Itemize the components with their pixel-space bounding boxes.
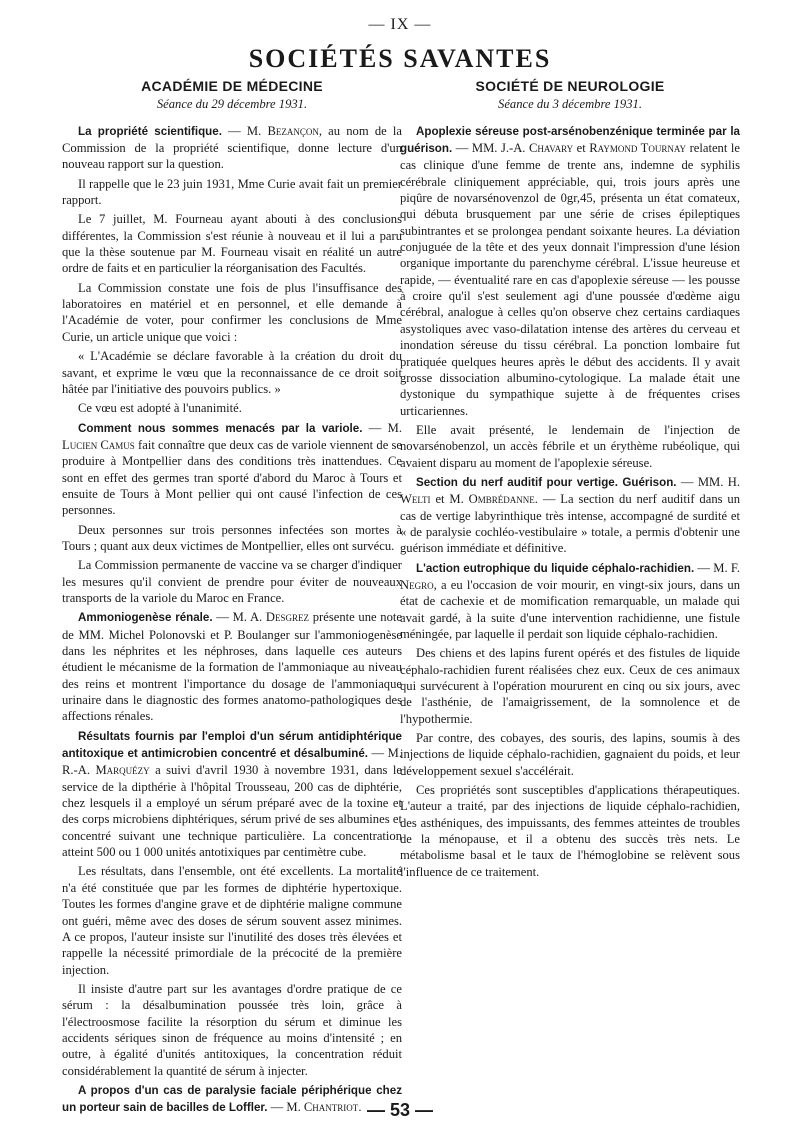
- article-heading: La propriété scientifique.: [78, 124, 222, 138]
- paragraph: « L'Académie se déclare favorable à la création du droit du savant, et exprime le vœu que la reconnaissance de ce droit soit hâtée par l'initiative des pouvoirs publics. »: [62, 349, 402, 396]
- paragraph: [62, 609, 402, 724]
- page-title: SOCIÉTÉS SAVANTES: [248, 44, 552, 73]
- text: relatent le cas clinique d'une femme de trente ans, indemne de syphilis cérébrale cliniquement appréciable, qui, trois jours après une piqûre de novarsénovenzol de 0gr,45, présenta un état comateux, qui débuta brusquement par une série de crises épileptiques subintrantes et se prolongea pendant soixante heures. La déviation conjuguée de la tête et des yeux donnait l'impression d'une lésion organique importante du parenchyme cérébral. L'issue heureuse et rapide, — éventualité rare en cas d'apoplexie séreuse — les pousse à croire qu'il s'est seulement agi d'une poussée d'œdème aigu cérébral, analogue à celles qu'on observe chez certains cardiaques asystoliques avec vaso-dilatation intense des artères du cerveau et inondation séreuse du tissu cérébral. La ponction lombaire fut pratiquée quelques heures après le début des accidents. Il y avait grosse dissociation albumino-cytologique. La malade était une dystonique du sympathique sujette à de fréquentes crises urticariennes.: [400, 141, 740, 418]
- article-heading: Résultats fournis par l'emploi d'un sérum antidiphtérique antitoxique et antimicrobien concentré et désalbuminé.: [62, 729, 402, 761]
- section-title-academie: ACADÉMIE DE MÉDECINE: [141, 78, 323, 94]
- paragraph: [400, 560, 740, 643]
- section-title-neurologie: SOCIÉTÉ DE NEUROLOGIE: [475, 78, 665, 94]
- article-heading: A propos d'un cas de paralysie faciale périphérique chez un porteur sain de bacilles de Loffler.: [62, 1083, 402, 1115]
- text: , au nom de la Commission de la propriété scientifique, donne lecture d'un nouveau rapport sur la question.: [62, 123, 402, 172]
- text: — M. R.-A.: [62, 746, 402, 778]
- article-heading: Apoplexie séreuse post-arsénobenzénique terminée par la guérison.: [400, 124, 740, 156]
- text: , a eu l'occasion de voir mourir, en vingt-six jours, dans un état de cachexie et de momification remarquable, un malade qui avait gardé, à la suite d'une intervention rachidienne, une fistule méningée, par laquelle il perdait son liquide céphalo-rachidien.: [400, 577, 740, 641]
- seance-date-neurologie: Séance du 3 décembre 1931.: [498, 97, 642, 112]
- author-name: Chantriot: [303, 1100, 359, 1115]
- paragraph: Elle avait présenté, le lendemain de l'injection de novarsénobenzol, un accès fébrile et un érythème rubéolique, qui avaient disparu au moment de l'apoplexie séreuse.: [400, 422, 740, 470]
- paragraph: Il rappelle que le 23 juin 1931, Mme Curie avait fait un premier rapport.: [62, 176, 402, 208]
- paragraph: Par contre, des cobayes, des souris, des lapins, soumis à des injections de liquide céphalo-rachidien, gagnaient du poids, et leur développement sexuel s'accélérait.: [400, 731, 740, 778]
- author-name: Lucien Camus: [62, 437, 135, 452]
- text: a suivi d'avril 1930 à novembre 1931, dans le service de la dipthérie à l'hôpital Trousseau, 200 cas de diphtérie, chez lesquels il a employé un sérum préparé avec de la toxine et des corps microbiens diphtériques, sérum privé de ses albumines et concentré suivant une technique particulière. La concentration atteint 500 ou 1 000 unités antotixiques par centimètre cube.: [62, 763, 402, 860]
- paragraph: Ce vœu est adopté à l'unanimité.: [78, 401, 242, 416]
- column-right: [400, 78, 740, 883]
- author-name: Chavary: [529, 141, 574, 156]
- paragraph: Il insiste d'autre part sur les avantages d'ordre pratique de ce sérum : la désalbumination poussée très loin, grâce à l'électroosmose facilite la résorption du sérum et diminue les accidents sériques sinon de fréquence au moins d'intensité ; en outre, à égalité d'unités antitoxiques, la concentration réduit considérablement la quantité de sérum à injecter.: [62, 981, 402, 1078]
- paragraph: [62, 420, 402, 519]
- text: et M.: [430, 492, 469, 507]
- author-name: Bezançon: [267, 123, 319, 138]
- text: — M. F.: [694, 560, 740, 575]
- author-name: Raymond Tournay: [589, 141, 687, 156]
- author-name: Welti: [400, 492, 431, 507]
- paragraph: [400, 474, 740, 557]
- paragraph: Des chiens et des lapins furent opérés et des fistules de liquide céphalo-rachidien furent réalisées chez eux. Ceux de ces animaux qui survécurent à l'opération moururent en cinq ou six jours, avec de l'asthénie, de l'amaigrissement, de la somnolence et de l'hypothermie.: [400, 646, 740, 726]
- paragraph: Deux personnes sur trois personnes infectées son mortes à Tours ; quant aux deux victimes de Montpellier, elles ont survécu.: [62, 522, 402, 553]
- paragraph: La Commission constate une fois de plus l'insuffisance des laboratoires en matériel et en personnel, et elle demande à l'Académie de voter, pour confirmer les conclusions de Mme Curie, un article unique que voici :: [62, 280, 402, 344]
- text: fait connaître que deux cas de variole viennent de se produire à Montpellier dans des conditions très inattendues. Ce sont en effet des germes tran sporté d'abord du Maroc à Tours et ensuite de Tours à Mont pellier qui ont causé l'infection de ces personnes.: [62, 437, 402, 518]
- paragraph: [62, 123, 402, 173]
- page-number: — 53 —: [366, 1100, 434, 1120]
- paragraph: Les résultats, dans l'ensemble, ont été excellents. La mortalité n'a été constituée que par les formes de diphtérie hypertoxique. Toutes les formes d'angine grave et de diphtérie maligne commune ont guéri, même avec des doses de sérum souvent assez minimes. A ce propos, l'auteur insiste sur l'inutilité des doses très élevées et rappelle la nécessité primordiale de la précocité de la première injection.: [62, 864, 402, 977]
- author-name: Negro: [400, 577, 434, 592]
- paragraph: Ces propriétés sont susceptibles d'applications thérapeutiques. L'auteur a traité, par des injections de liquide céphalo-rachidien, des asthéniques, des impuissants, des femmes atteintes de troubles de la ménopause, et il a obtenu des succès très nets. Le métabolisme basal et le taux de l'hémoglobine se relèvent sous l'influence de ce traitement.: [400, 783, 740, 879]
- author-name: Ombrédanne: [468, 492, 535, 507]
- page-header-roman: — IX —: [368, 16, 432, 33]
- article-heading: Comment nous sommes menacés par la variole.: [78, 421, 363, 435]
- text: présente une note de MM. Michel Polonovski et P. Boulanger sur l'ammoniogenèse dans les néphrites et les néphroses, dans laquelle ces auteurs étudient le mécanisme de la formation de l'ammoniaque au niveau des reins et montrent l'importance du dosage de l'ammoniaque urinaire dans le diagnostic des formes anatomo-pathologiques des affections rénales.: [62, 610, 402, 724]
- author-name: Marquézy: [95, 763, 150, 778]
- seance-date-academie: Séance du 29 décembre 1931.: [156, 97, 308, 112]
- text: — M.: [221, 123, 268, 138]
- text: et: [573, 141, 590, 156]
- text: . — La section du nerf auditif dans un cas de vertige labyrinthique très intense, accompagné de surdité et « de paralysie cochléo-vestibulaire » totale, a permis d'obtenir une guérison immédiate et définitive.: [400, 492, 740, 556]
- text: — MM. J.-A.: [452, 141, 529, 156]
- column-left: [62, 78, 402, 1120]
- paragraph: [62, 728, 402, 861]
- paragraph: Le 7 juillet, M. Fourneau ayant abouti à des conclusions différentes, la Commission s'est réunie à nouveau et il lui a paru que la thèse soutenue par M. Fourneau visait en réalité un autre ordre de faits et en particulier la réorganisation des Facultés.: [62, 212, 402, 276]
- text: — M. A.: [212, 610, 266, 625]
- text: — M.: [362, 420, 402, 435]
- article-heading: Section du nerf auditif pour vertige. Guérison.: [416, 475, 677, 489]
- article-heading: Ammoniogenèse rénale.: [78, 611, 213, 625]
- text: .: [358, 1100, 362, 1115]
- text: — MM. H.: [676, 474, 740, 489]
- paragraph: La Commission permanente de vaccine va se charger d'indiquer les mesures qu'il convient de prendre pour éviter de nouveaux transports de la variole du Maroc en France.: [62, 558, 402, 605]
- author-name: Desgrez: [265, 610, 310, 625]
- paragraph: [400, 123, 740, 419]
- text: — M.: [267, 1100, 304, 1115]
- article-heading: L'action eutrophique du liquide céphalo-rachidien.: [416, 561, 695, 575]
